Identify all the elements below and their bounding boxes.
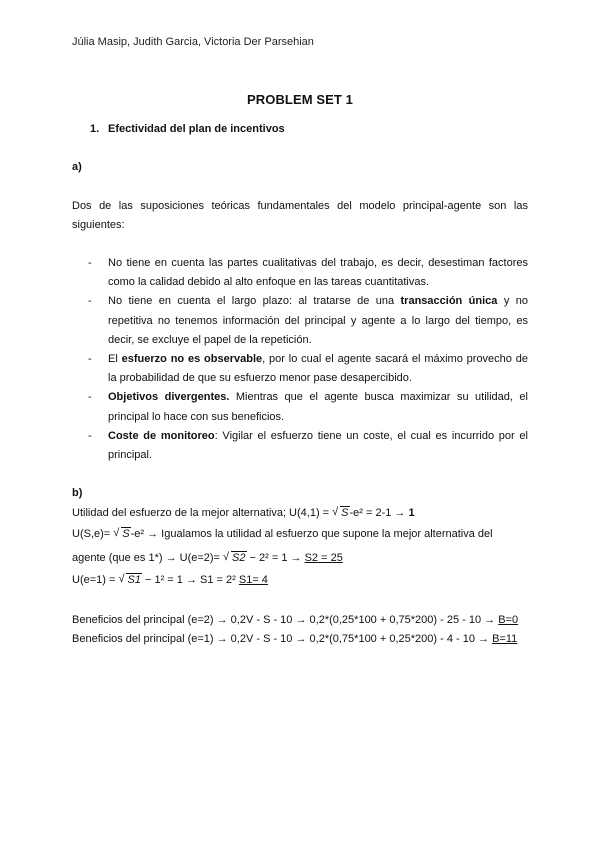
- utility-function-label: U(S,e)=: [72, 528, 114, 540]
- benefit-line-e2: [72, 614, 532, 626]
- list-item: [88, 388, 528, 426]
- bullet-dash: -: [88, 353, 92, 366]
- section-heading: [90, 123, 285, 135]
- section-title: Efectividad del plan de incentivos: [108, 123, 285, 135]
- part-a-label: a): [72, 161, 82, 173]
- utility-line: [72, 507, 532, 519]
- benefit-result: B=0: [498, 614, 519, 626]
- list-item-text: No tiene en cuenta las partes cualitativas del trabajo, es decir, desestiman factores como la calidad debido al alto enfoque en las tareas cuantitativas.: [108, 257, 528, 289]
- effort-two-formula: − 2² = 1 →: [246, 552, 305, 564]
- list-item-bold: Coste de monitoreo: [108, 429, 215, 442]
- benefit-formula: Beneficios del principal (e=1) → 0,2V - S - 10 → 0,2*(0,75*100 + 0,25*200) - 4 - 10 →: [72, 633, 493, 645]
- utility-function-text: -e² → Igualamos la utilidad al esfuerzo que supone la mejor alternativa del: [130, 528, 493, 540]
- bullet-dash: -: [88, 429, 92, 442]
- list-item-text: Mientras que el agente busca maximizar su utilidad, el principal lo hace con sus beneficios.: [108, 391, 528, 423]
- list-item: [88, 350, 528, 388]
- bullet-dash: -: [88, 257, 92, 269]
- effort-two-line: [72, 552, 532, 564]
- list-item-text: No tiene en cuenta el largo plazo: al tratarse de una: [108, 295, 401, 308]
- sqrt-radicand: S: [122, 528, 130, 540]
- utility-function-line: [72, 528, 532, 540]
- sqrt-symbol: [113, 528, 130, 540]
- list-item-bold: Objetivos divergentes.: [108, 391, 230, 404]
- list-item: [88, 254, 528, 292]
- list-item-text: y no repetitiva no tenemos información del principal y agente a lo largo del tiempo, es decir, se excluye el papel de la repetición.: [108, 295, 528, 346]
- effort-two-text: agente (que es 1*) → U(e=2)=: [72, 552, 224, 564]
- effort-one-line: [72, 574, 532, 586]
- utility-formula: -e² = 2-1 →: [349, 507, 409, 519]
- sqrt-radicand: S2: [232, 552, 246, 564]
- sqrt-radicand: S1: [127, 574, 141, 586]
- benefit-line-e1: [72, 633, 532, 645]
- part-a-intro: Dos de las suposiciones teóricas fundamentales del modelo principal-agente son las siguientes:: [72, 200, 528, 231]
- sqrt-symbol: [118, 574, 141, 586]
- list-item-text: , por lo cual el agente sacará el máximo provecho de la probabilidad de que su esfuerzo menor pase desapercibido.: [108, 353, 528, 385]
- list-item: [88, 292, 528, 350]
- s2-result: S2 = 25: [304, 552, 343, 564]
- effort-one-formula: − 1² = 1 → S1 = 2²: [141, 574, 239, 586]
- s1-result: S1= 4: [238, 574, 268, 586]
- sqrt-radicand: S: [341, 507, 349, 519]
- list-item-text: : Vigilar el esfuerzo tiene un coste, el cual es incurrido por el principal.: [108, 429, 528, 462]
- benefit-formula: Beneficios del principal (e=2) → 0,2V - S - 10 → 0,2*(0,25*100 + 0,75*200) - 25 - 10 →: [72, 614, 499, 626]
- utility-text: Utilidad del esfuerzo de la mejor alternativa; U(4,1) =: [72, 507, 333, 519]
- benefit-result: B=11: [492, 633, 518, 645]
- sqrt-symbol: [223, 552, 246, 564]
- list-item: [88, 427, 528, 465]
- sqrt-symbol: [332, 507, 349, 519]
- part-b-label: b): [72, 487, 83, 499]
- authors-header: Júlia Masip, Judith Garcia, Victoria Der Parsehian: [72, 36, 314, 48]
- effort-one-text: U(e=1) =: [72, 574, 119, 586]
- utility-result: 1: [408, 507, 415, 519]
- list-item-text: El: [108, 353, 122, 366]
- list-item-bold: esfuerzo no es observable: [121, 353, 263, 366]
- list-item-bold: transacción única: [400, 295, 498, 308]
- section-number: 1.: [90, 123, 100, 135]
- page-title: PROBLEM SET 1: [246, 92, 354, 107]
- bullet-dash: -: [88, 391, 92, 404]
- assumptions-list: [88, 254, 528, 465]
- bullet-dash: -: [88, 295, 92, 308]
